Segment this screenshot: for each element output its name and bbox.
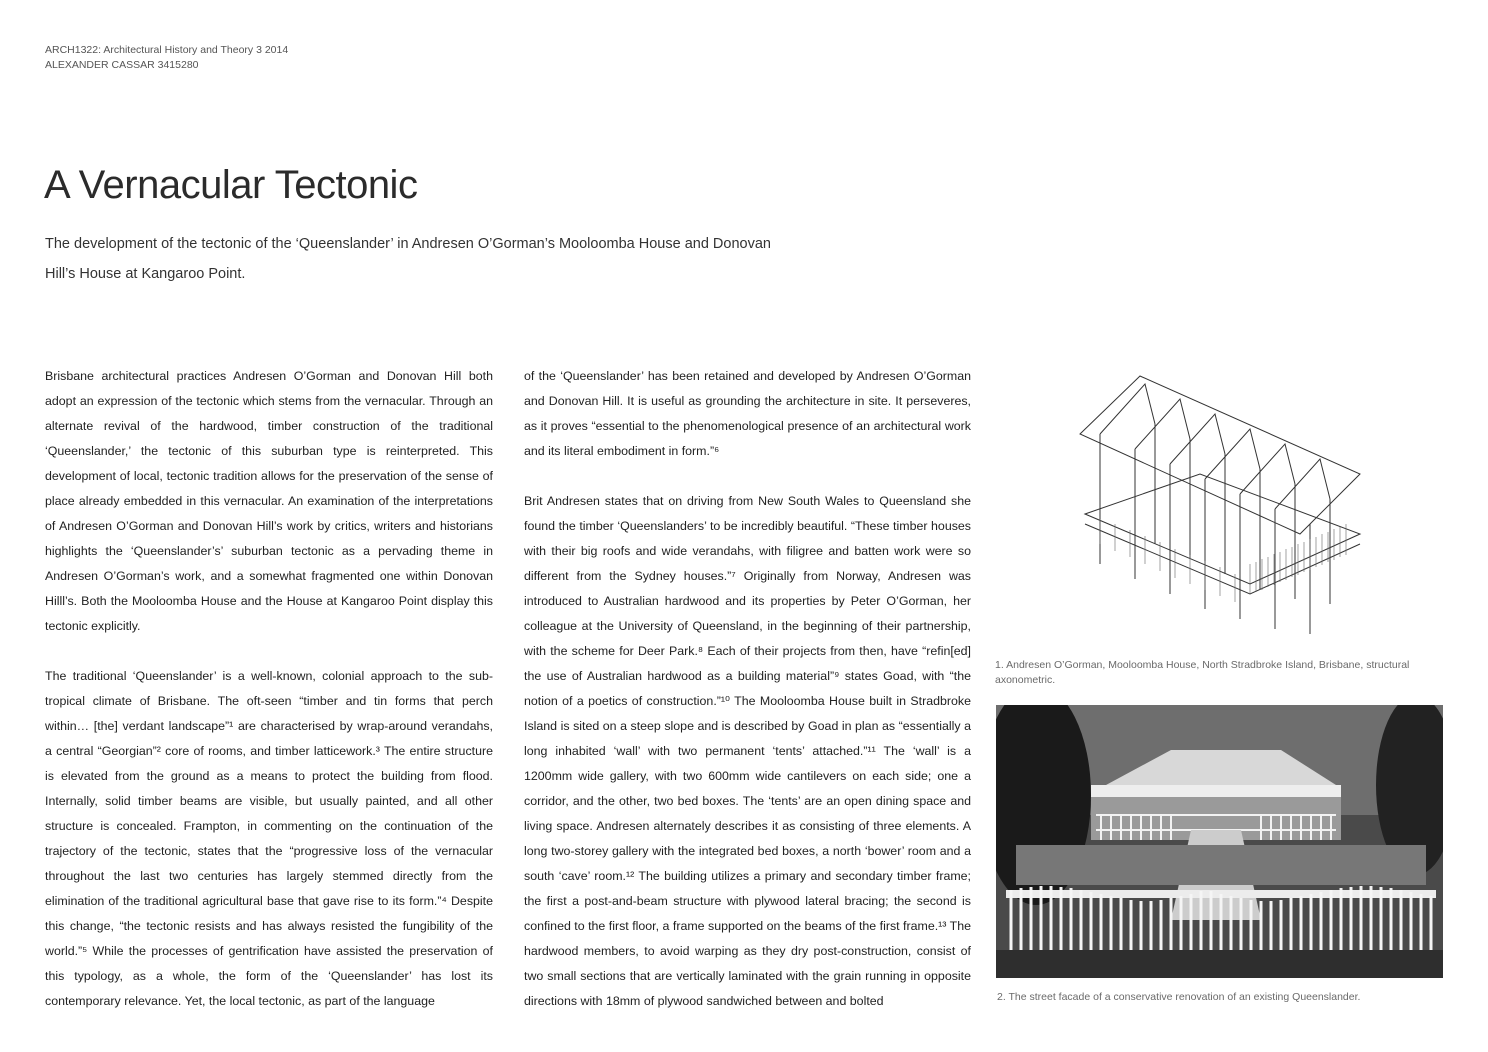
paragraph: The traditional ‘Queenslander’ is a well-known, colonial approach to the sub-tropical climate of Brisbane. The oft-seen “timber and tin forms that perch within… [the] verdant landscape”¹ are characterised by wrap-around verandahs, a central “Georgian”² core of rooms, and timber latticework.³ The entire structure is elevated from the ground as a means to protect the building from flood. Internally, solid timber beams are visible, but usually painted, and all other structure is concealed. Frampton, in commenting on the continuation of the trajectory of the tectonic, states that the “progressive loss of the vernacular throughout the last two centuries has largely stemmed directly from the elimination of the traditional agricultural base that gave rise to its form.”⁴ Despite this change, “the tectonic resists and has always resisted the fungibility of the world.”⁵ While the processes of gentrification have assisted the preservation of this typology, as a whole, the form of the ‘Queenslander’ has lost its contemporary relevance. Yet, the local tectonic, as part of the language — [45, 669, 493, 1008]
course-line: ARCH1322: Architectural History and Theory 3 2014 — [45, 44, 289, 56]
paragraph: Brit Andresen states that on driving from New South Wales to Queensland she found the timber ‘Queenslanders’ to be incredibly beautiful. “These timber houses with their big roofs and wide verandahs, with filigree and batten work were so different from the Sydney houses.”⁷ Originally from Norway, Andresen was introduced to Australian hardwood and its properties by Peter O’Gorman, her colleague at the University of Queensland, in the beginning of their partnership, with the scheme for Deer Park.⁸ Each of their projects from then, have “refin[ed] the use of Australian hardwood as a building material”⁹ states Goad, with “the notion of a poetics of construction.”¹⁰ The Mooloomba House built in Stradbroke Island is sited on a steep slope and is described by Goad in plan as “essentially a long inhabited ‘wall’ with two permanent ‘tents’ attached.”¹¹ The ‘wall’ is a 1200mm wide gallery, with two 600mm wide cantilevers on each side; one a corridor, and the other, two bed boxes. The ‘tents’ are an open dining space and living space. Andresen alternately describes it as consisting of three elements. A long two-storey gallery with the integrated bed boxes, a north ‘bower’ room and a south ‘cave’ room.¹² The building utilizes a primary and secondary timber frame; the first a post-and-beam structure with plywood lateral bracing; the second is confined to the first floor, a frame supported on the beams of the first frame.¹³ The hardwood members, to avoid warping as they dry post-construction, consist of two small sections that are vertically laminated with the grain running in opposite directions with 18mm of plywood sandwiched between and bolted — [524, 494, 971, 1008]
structural-axonometric-drawing — [1060, 364, 1380, 644]
paragraph: Brisbane architectural practices Andresen O’Gorman and Donovan Hill both adopt an expression of the tectonic which stems from the vernacular. Through an alternate revival of the hardwood, timber construction of the traditional ‘Queenslander,’ the tectonic of this suburban type is reinterpreted. This development of local, tectonic tradition allows for the preservation of the sense of place already embedded in this vernacular. An examination of the interpretations of Andresen O’Gorman and Donovan Hill’s work by critics, writers and historians highlights the ‘Queenslander’s’ suburban tectonic as a pervading theme in Andresen O’Gorman’s work, and a somewhat fragmented one within Donovan Hilll’s. Both the Mooloomba House and the House at Kangaroo Point display this tectonic explicitly. — [45, 369, 493, 633]
document-header — [45, 43, 288, 73]
figure-1-caption: 1. Andresen O’Gorman, Mooloomba House, North Stradbroke Island, Brisbane, structural axonometric. — [995, 659, 1410, 686]
page-subtitle: The development of the tectonic of the ‘Queenslander’ in Andresen O’Gorman’s Mooloomba House and Donovan Hill’s House at Kangaroo Point. — [45, 236, 771, 282]
text-column-1 — [45, 364, 493, 1039]
figure-2-caption: 2. The street facade of a conservative renovation of an existing Queenslander. — [997, 991, 1361, 1003]
page-title: A Vernacular Tectonic — [44, 163, 418, 207]
author-line: ALEXANDER CASSAR 3415280 — [45, 59, 199, 71]
text-column-2 — [524, 364, 971, 1039]
paragraph: of the ‘Queenslander’ has been retained and developed by Andresen O’Gorman and Donovan Hill. It is useful as grounding the architecture in site. It perseveres, as it proves “essential to the phenomenological presence of an architectural work and its literal embodiment in form.”⁶ — [524, 369, 971, 458]
queenslander-photo — [996, 705, 1443, 978]
